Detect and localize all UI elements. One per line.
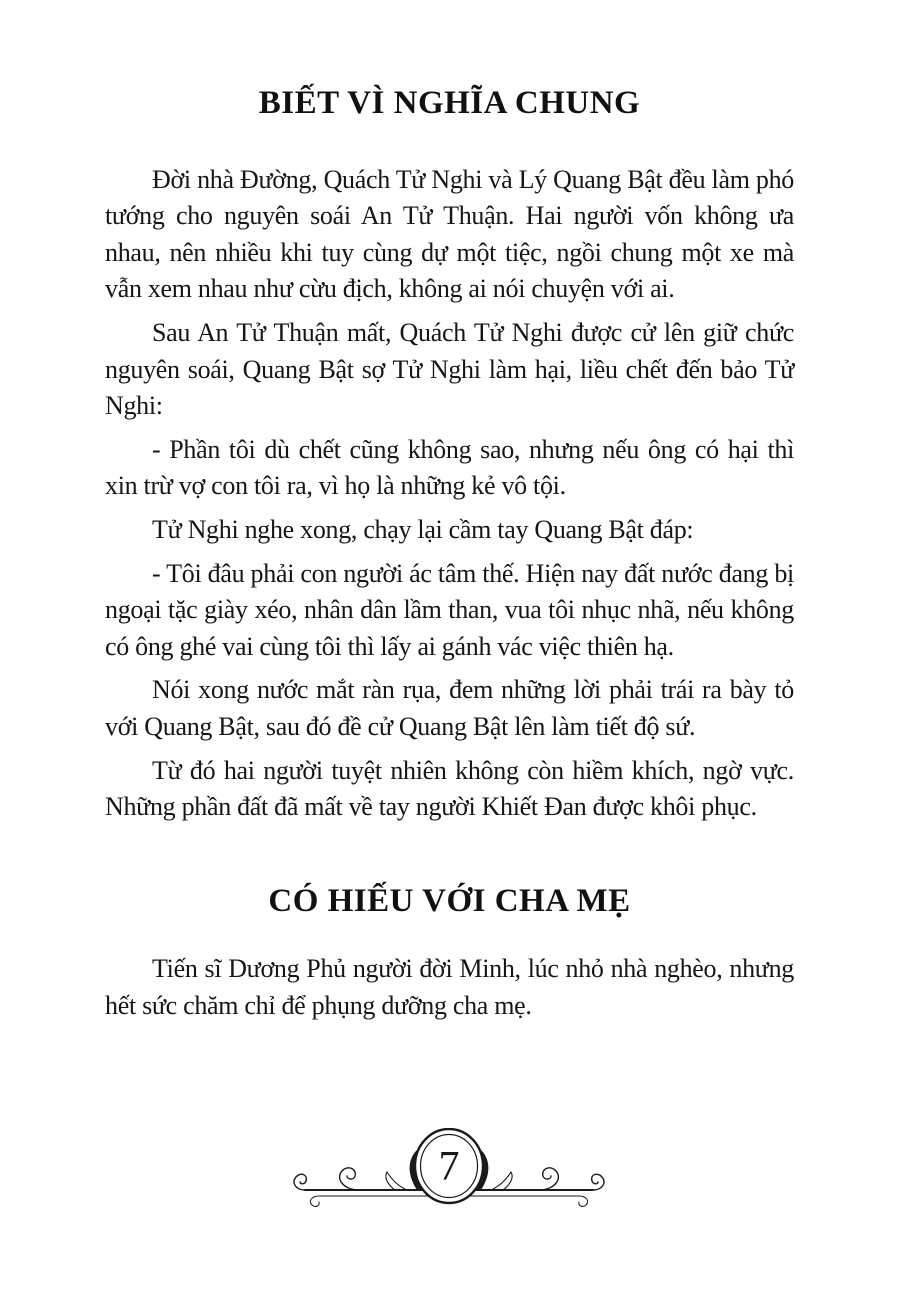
paragraph: Nói xong nước mắt ràn rụa, đem những lời phải trái ra bày tỏ với Quang Bật, sau đó đề cử Quang Bật lên làm tiết độ sứ. [105,675,794,741]
paragraph: Tử Nghi nghe xong, chạy lại cầm tay Quang Bật đáp: [152,514,694,544]
page-number: 7 [438,1144,459,1190]
footer-flourish-icon [289,1128,609,1228]
paragraph: Tiến sĩ Dương Phủ người đời Minh, lúc nhỏ nhà nghèo, nhưng hết sức chăm chỉ để phụng dưỡng cha mẹ. [105,954,794,1020]
story-title-1: BIẾT VÌ NGHĨA CHUNG [258,85,641,121]
paragraph: Sau An Tử Thuận mất, Quách Tử Nghi được cử lên giữ chức nguyên soái, Quang Bật sợ Tử Nghi làm hại, liều chết đến bảo Tử Nghi: [105,317,794,421]
paragraph: Từ đó hai người tuyệt nhiên không còn hiềm khích, ngờ vực. Những phần đất đã mất về tay người Khiết Đan được khôi phục. [105,755,794,822]
paragraph: - Tôi đâu phải con người ác tâm thế. Hiện nay đất nước đang bị ngoại tặc giày xéo, nhân dân lầm than, vua tôi nhục nhã, nếu không có ông ghé vai cùng tôi thì lấy ai gánh vác việc thiên hạ. [105,558,794,661]
paragraph: Đời nhà Đường, Quách Tử Nghi và Lý Quang Bật đều làm phó tướng cho nguyên soái An Tử Thuận. Hai người vốn không ưa nhau, nên nhiều khi tuy cùng dự một tiệc, ngồi chung một xe mà vẫn xem nhau như cừu địch, không ai nói chuyện với ai. [105,164,794,304]
paragraph: - Phần tôi dù chết cũng không sao, nhưng nếu ông có hại thì xin trừ vợ con tôi ra, vì họ là những kẻ vô tội. [105,434,794,501]
story-title-2: CÓ HIẾU VỚI CHA MẸ [268,882,631,919]
page-footer-ornament [289,1128,609,1228]
